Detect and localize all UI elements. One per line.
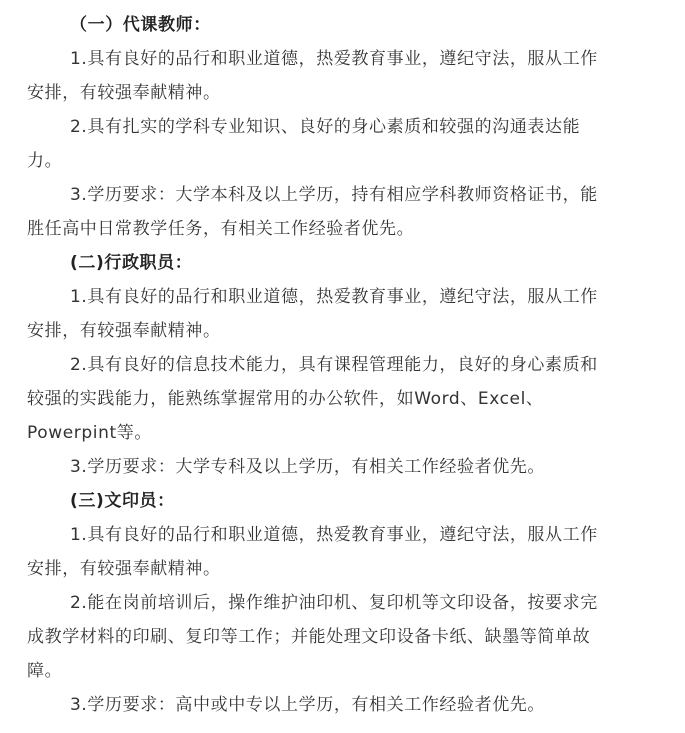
requirement-line: 安排，有较强奉献精神。 [27,83,221,103]
requirement-line: 力。 [27,151,63,171]
section-heading: (三)文印员： [70,491,175,511]
requirement-line: 3.学历要求：大学本科及以上学历，持有相应学科教师资格证书，能 [70,185,598,205]
requirement-line: 1.具有良好的品行和职业道德，热爱教育事业，遵纪守法，服从工作 [70,287,598,307]
requirement-line: 2.能在岗前培训后，操作维护油印机、复印机等文印设备，按要求完 [70,593,598,613]
requirement-line: 3.学历要求：大学专科及以上学历，有相关工作经验者优先。 [70,457,546,477]
requirement-line: Powerpint等。 [27,423,152,443]
requirement-line: 障。 [27,661,63,681]
requirement-line: 3.学历要求：高中或中专以上学历，有相关工作经验者优先。 [70,695,546,715]
requirement-line: 2.具有扎实的学科专业知识、良好的身心素质和较强的沟通表达能 [70,117,581,137]
section-heading: (二)行政职员： [70,253,193,273]
section-heading: （一）代课教师： [70,15,211,35]
requirement-line: 安排，有较强奉献精神。 [27,559,221,579]
requirement-line: 胜任高中日常教学任务，有相关工作经验者优先。 [27,219,415,239]
requirement-line: 2.具有良好的信息技术能力，具有课程管理能力，良好的身心素质和 [70,355,598,375]
requirement-line: 安排，有较强奉献精神。 [27,321,221,341]
requirement-line: 成教学材料的印刷、复印等工作；并能处理文印设备卡纸、缺墨等简单故 [27,627,591,647]
requirement-line: 1.具有良好的品行和职业道德，热爱教育事业，遵纪守法，服从工作 [70,49,598,69]
requirement-line: 1.具有良好的品行和职业道德，热爱教育事业，遵纪守法，服从工作 [70,525,598,545]
requirement-line: 较强的实践能力，能熟练掌握常用的办公软件，如Word、Excel、 [27,389,544,409]
